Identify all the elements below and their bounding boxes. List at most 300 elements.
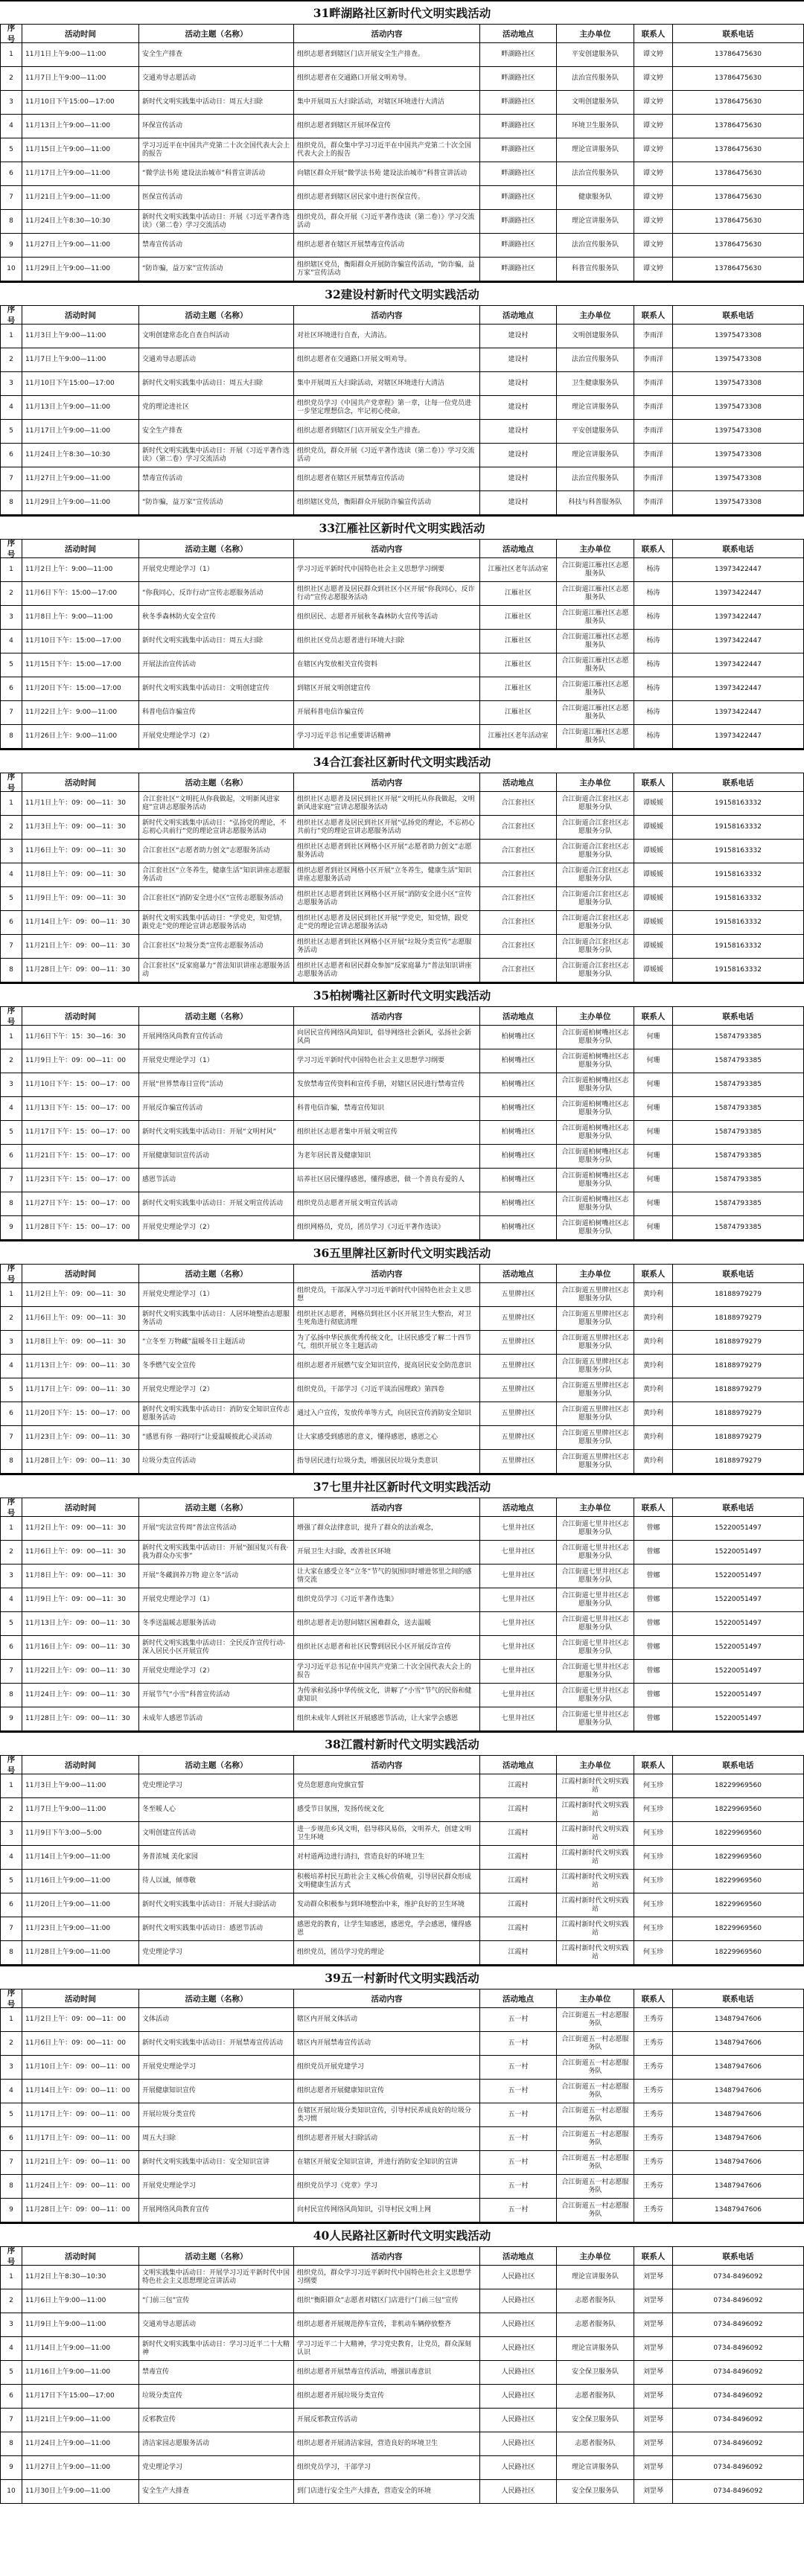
cell-activity-content: 向村民宣传网络风尚知识，引导村民文明上网 <box>294 2199 480 2222</box>
header-activity-content: 活动内容 <box>294 1007 480 1025</box>
cell-contact-person: 谭媛媛 <box>634 792 673 815</box>
cell-activity-theme: 禁毒宣传 <box>139 2361 294 2384</box>
cell-activity-location: 五里牌社区 <box>480 1426 557 1449</box>
cell-row-index: 6 <box>0 677 22 700</box>
cell-contact-person: 王秀芬 <box>634 2103 673 2126</box>
table-row <box>0 1026 804 1049</box>
table-row <box>0 1822 804 1846</box>
cell-row-index: 1 <box>0 558 22 581</box>
table-row <box>0 1145 804 1169</box>
cell-contact-phone: 15874793385 <box>673 1145 804 1168</box>
table-row <box>0 1378 804 1402</box>
cell-row-index: 4 <box>0 863 22 886</box>
header-activity-time: 活动时间 <box>22 25 139 42</box>
header-activity-location: 活动地点 <box>480 1265 557 1282</box>
table-row <box>0 1541 804 1565</box>
cell-activity-content: 学习习近平总书记重要讲话精神 <box>294 725 480 748</box>
cell-contact-phone: 13973422447 <box>673 653 804 677</box>
cell-activity-time: 11月3日上午：09：00—11：30 <box>22 816 139 839</box>
cell-contact-person: 刘罡琴 <box>634 2289 673 2313</box>
section-title: 33江雁社区新时代文明实践活动 <box>0 517 804 540</box>
cell-activity-content: 组织辖区党员，衡阳群众开展防诈骗宣传活动 <box>294 491 480 514</box>
cell-organizer: 法治宣传服务队 <box>557 348 634 371</box>
cell-activity-location: 五里牌社区 <box>480 1307 557 1330</box>
cell-organizer: 合江街道柏树嘴社区志愿服务分队 <box>557 1145 634 1168</box>
table-row <box>0 138 804 162</box>
header-row-index: 序号 <box>0 1007 22 1025</box>
header-activity-theme: 活动主题（名称） <box>139 1989 294 2007</box>
header-activity-time: 活动时间 <box>22 1498 139 1516</box>
header-activity-location: 活动地点 <box>480 1989 557 2007</box>
cell-activity-content: 组织党员，群众开展《习近平著作选读（第二卷）》学习交流活动 <box>294 444 480 467</box>
table-row <box>0 1402 804 1426</box>
table-row <box>0 1774 804 1798</box>
cell-activity-time: 11月21日上午9:00—11:00 <box>22 2409 139 2432</box>
cell-activity-location: 合江套社区 <box>480 863 557 886</box>
table-row <box>0 816 804 840</box>
cell-row-index: 8 <box>0 725 22 748</box>
cell-contact-person: 谭文婷 <box>634 210 673 233</box>
cell-activity-content: 为老年居民普及健康知识 <box>294 1145 480 1168</box>
cell-row-index: 5 <box>0 2361 22 2384</box>
cell-activity-location: 合江套社区 <box>480 887 557 910</box>
cell-activity-content: 辖区内开展禁毒宣传活动 <box>294 2032 480 2055</box>
cell-contact-person: 谭媛媛 <box>634 935 673 958</box>
cell-activity-content: 组织志愿者到辖区门店开展安全生产排查。 <box>294 420 480 443</box>
cell-activity-content: 学习习近平二十大精神，学习党史教育，让党员，群众深刻认识 <box>294 2337 480 2360</box>
cell-row-index: 2 <box>0 1798 22 1821</box>
header-organizer: 主办单位 <box>557 25 634 42</box>
cell-row-index: 3 <box>0 1073 22 1096</box>
cell-activity-theme: 医保宣传活动 <box>139 186 294 209</box>
cell-contact-person: 王秀芬 <box>634 2056 673 2079</box>
cell-activity-content: 学习习近平新时代中国特色社会主义思想学习纲要 <box>294 1049 480 1073</box>
cell-row-index: 5 <box>0 1612 22 1635</box>
cell-activity-time: 11月27日上午9:00—11:00 <box>22 467 139 490</box>
table-row <box>0 2032 804 2056</box>
cell-row-index: 4 <box>0 115 22 138</box>
cell-row-index: 6 <box>0 162 22 185</box>
cell-activity-location: 七里井社区 <box>480 1636 557 1659</box>
cell-contact-person: 刘罡琴 <box>634 2313 673 2336</box>
table-row <box>0 444 804 467</box>
activity-section <box>0 1965 804 2222</box>
cell-organizer: 合江街道五一村志愿服务队 <box>557 2080 634 2103</box>
cell-activity-location: 畔湖路社区 <box>480 91 557 114</box>
cell-activity-content: 组织党员，干部学习《习近平谈治国理政》第四卷 <box>294 1378 480 1402</box>
cell-activity-theme: 开展党史理论学习（2） <box>139 1378 294 1402</box>
cell-activity-time: 11月28日上午：09：00—11：30 <box>22 1707 139 1730</box>
cell-activity-location: 畔湖路社区 <box>480 115 557 138</box>
cell-row-index: 10 <box>0 258 22 281</box>
cell-activity-location: 人民路社区 <box>480 2409 557 2432</box>
cell-contact-phone: 0734-8496092 <box>673 2480 804 2503</box>
section-title: 35柏树嘴社区新时代文明实践活动 <box>0 984 804 1007</box>
header-contact-phone: 联系电话 <box>673 773 804 791</box>
cell-organizer: 合江街道合江套社区志愿服务分队 <box>557 863 634 886</box>
cell-row-index: 5 <box>0 420 22 443</box>
cell-activity-time: 11月27日上午9:00—11:00 <box>22 2456 139 2479</box>
cell-contact-person: 黄玲利 <box>634 1331 673 1354</box>
cell-activity-time: 11月16日上午：09：00—11：30 <box>22 1636 139 1659</box>
header-activity-theme: 活动主题（名称） <box>139 773 294 791</box>
section-title: 34合江套社区新时代文明实践活动 <box>0 750 804 773</box>
table-row <box>0 887 804 911</box>
cell-activity-theme: “门前三包”宣传 <box>139 2289 294 2313</box>
activity-section <box>0 1731 804 1965</box>
cell-organizer: 合江街道五一村志愿服务队 <box>557 2032 634 2055</box>
cell-activity-content: 感受节日氛围，发扬传统文化 <box>294 1798 480 1821</box>
cell-activity-time: 11月29日上午9:00—11:00 <box>22 258 139 281</box>
cell-activity-theme: 新时代文明实践集中活动日：文明创建宣传 <box>139 677 294 700</box>
cell-activity-time: 11月27日上午9:00—11:00 <box>22 234 139 257</box>
table-row <box>0 1192 804 1216</box>
table-row <box>0 1636 804 1660</box>
cell-activity-time: 11月7日上午9:00—11:00 <box>22 1798 139 1821</box>
cell-activity-time: 11月20日下午：15:00—17:00 <box>22 677 139 700</box>
cell-contact-person: 黄玲利 <box>634 1378 673 1402</box>
cell-activity-location: 五一村 <box>480 2103 557 2126</box>
cell-organizer: 合江街道五一村志愿服务队 <box>557 2151 634 2174</box>
cell-activity-content: 组织志愿者开展健康知识宣传 <box>294 2080 480 2103</box>
table-row <box>0 725 804 749</box>
table-row <box>0 606 804 630</box>
table-row <box>0 2409 804 2432</box>
cell-organizer: 合江街道五一村志愿服务队 <box>557 2199 634 2222</box>
table-row <box>0 1517 804 1541</box>
cell-activity-location: 畔湖路社区 <box>480 138 557 162</box>
cell-contact-person: 曾娜 <box>634 1565 673 1588</box>
cell-contact-phone: 18229969560 <box>673 1822 804 1845</box>
cell-organizer: 平安创建服务队 <box>557 420 634 443</box>
cell-activity-content: 辖区内开展文体活动 <box>294 2008 480 2031</box>
cell-activity-content: 组织社区志愿者和居民群众参加“反家庭暴力”普法知识讲座志愿服务活动 <box>294 959 480 982</box>
cell-row-index: 7 <box>0 1169 22 1192</box>
cell-activity-content: 培养社区居民懂得感恩，懂得感恩，做一个善良有爱的人 <box>294 1169 480 1192</box>
cell-activity-location: 畔湖路社区 <box>480 258 557 281</box>
cell-activity-location: 合江套社区 <box>480 792 557 815</box>
cell-activity-theme: 环保宣传活动 <box>139 115 294 138</box>
table-row <box>0 2056 804 2080</box>
cell-row-index: 1 <box>0 792 22 815</box>
cell-row-index: 1 <box>0 325 22 348</box>
cell-activity-theme: 周五大扫除 <box>139 2127 294 2150</box>
cell-contact-phone: 18188979279 <box>673 1331 804 1354</box>
header-activity-content: 活动内容 <box>294 1265 480 1282</box>
table-row <box>0 2289 804 2313</box>
cell-activity-theme: 垃圾分类宣传 <box>139 2385 294 2408</box>
cell-activity-theme: 新时代文明实践集中活动日：感恩节活动 <box>139 1917 294 1940</box>
cell-row-index: 4 <box>0 2337 22 2360</box>
cell-activity-time: 11月24日上午：09：00—11：30 <box>22 1684 139 1707</box>
cell-contact-phone: 0734-8496092 <box>673 2361 804 2384</box>
cell-contact-phone: 15874793385 <box>673 1216 804 1239</box>
cell-activity-time: 11月21日上午：09：00—11：00 <box>22 2151 139 2174</box>
header-contact-phone: 联系电话 <box>673 1265 804 1282</box>
cell-organizer: 合江街道七里井社区志愿服务分队 <box>557 1565 634 1588</box>
cell-activity-theme: 新时代文明实践集中活动日：开展“文明村风” <box>139 1121 294 1144</box>
header-activity-location: 活动地点 <box>480 1007 557 1025</box>
cell-organizer: 平安创建服务队 <box>557 43 634 66</box>
cell-activity-content: 组织党员学习《中国共产党章程》第一章，让每一位党员进一步坚定理想信念，牢记初心使命。 <box>294 396 480 419</box>
cell-row-index: 9 <box>0 1216 22 1239</box>
cell-activity-location: 合江套社区 <box>480 935 557 958</box>
cell-activity-content: 组织志愿者到辖区门店开展安全生产排查。 <box>294 43 480 66</box>
header-activity-time: 活动时间 <box>22 2247 139 2265</box>
cell-row-index: 1 <box>0 1517 22 1540</box>
cell-organizer: 理论宣讲服务队 <box>557 210 634 233</box>
cell-activity-time: 11月10日下午：15:00—17:00 <box>22 630 139 653</box>
cell-activity-time: 11月8日上午：09：00—11：30 <box>22 1565 139 1588</box>
cell-contact-phone: 19158163332 <box>673 863 804 886</box>
cell-activity-time: 11月6日上午9:00—11:00 <box>22 2289 139 2313</box>
cell-organizer: 合江街道五里牌社区志愿服务分队 <box>557 1426 634 1449</box>
cell-contact-phone: 0734-8496092 <box>673 2409 804 2432</box>
header-organizer: 主办单位 <box>557 306 634 324</box>
cell-activity-time: 11月23日下午：15：00—17：00 <box>22 1169 139 1192</box>
cell-activity-content: 学习习近平新时代中国特色社会主义思想学习纲要 <box>294 558 480 581</box>
cell-activity-theme: 开展党史理论学习（1） <box>139 1049 294 1073</box>
cell-activity-time: 11月17日上午9:00—11:00 <box>22 420 139 443</box>
cell-activity-time: 11月13日上午：09：00—11：30 <box>22 1612 139 1635</box>
cell-contact-person: 李雨洋 <box>634 491 673 514</box>
cell-contact-phone: 13973422447 <box>673 630 804 653</box>
cell-row-index: 6 <box>0 1893 22 1917</box>
cell-activity-location: 人民路社区 <box>480 2361 557 2384</box>
table-row <box>0 1870 804 1893</box>
cell-contact-person: 何珊 <box>634 1097 673 1120</box>
table-row <box>0 2361 804 2385</box>
cell-activity-location: 五里牌社区 <box>480 1283 557 1306</box>
table-row <box>0 582 804 606</box>
cell-activity-theme: 新时代文明实践集中活动日：开展“强国复兴有我·我为群众办实事” <box>139 1541 294 1564</box>
cell-contact-person: 王秀芬 <box>634 2080 673 2103</box>
cell-contact-person: 谭文婷 <box>634 67 673 90</box>
cell-contact-phone: 18229969560 <box>673 1798 804 1821</box>
cell-activity-theme: 新时代文明实践集中活动日：学习习近平二十大精神 <box>139 2337 294 2360</box>
cell-contact-phone: 0734-8496092 <box>673 2266 804 2289</box>
cell-contact-phone: 13786475630 <box>673 258 804 281</box>
cell-contact-phone: 13786475630 <box>673 234 804 257</box>
cell-activity-theme: 待人以诚，倾尊敬 <box>139 1870 294 1893</box>
cell-organizer: 志愿者服务队 <box>557 2313 634 2336</box>
cell-contact-person: 王秀芬 <box>634 2127 673 2150</box>
cell-activity-theme: 开展“冬藏润养万物 迎立冬”活动 <box>139 1565 294 1588</box>
cell-activity-location: 人民路社区 <box>480 2313 557 2336</box>
cell-contact-person: 杨涛 <box>634 582 673 605</box>
cell-organizer: 江霞村新时代文明实践站 <box>557 1941 634 1964</box>
cell-activity-content: 集中开展周五大扫除活动，对辖区环境进行大清洁 <box>294 91 480 114</box>
cell-activity-time: 11月2日上午：09：00—11：00 <box>22 2008 139 2031</box>
cell-activity-time: 11月26日上午：9:00—11:00 <box>22 725 139 748</box>
cell-organizer: 合江街道七里井社区志愿服务分队 <box>557 1541 634 1564</box>
cell-organizer: 法治宣传服务队 <box>557 234 634 257</box>
table-row <box>0 911 804 935</box>
cell-activity-content: 组织居民、志愿者开展秋冬森林防火宣传等活动 <box>294 606 480 629</box>
cell-activity-theme: 合江套社区“反家庭暴力”普法知识讲座志愿服务活动 <box>139 959 294 982</box>
cell-organizer: 法治宣传服务队 <box>557 467 634 490</box>
cell-organizer: 安全保卫服务队 <box>557 2361 634 2384</box>
header-contact-person: 联系人 <box>634 540 673 557</box>
cell-activity-content: 进一步规范乡风文明，倡导移风易俗，文明养犬，创建文明卫生环境 <box>294 1822 480 1845</box>
header-contact-phone: 联系电话 <box>673 306 804 324</box>
cell-activity-location: 五里牌社区 <box>480 1331 557 1354</box>
cell-activity-time: 11月28日上午：09：00—11：00 <box>22 2199 139 2222</box>
cell-row-index: 1 <box>0 1026 22 1049</box>
cell-organizer: 合江街道七里井社区志愿服务分队 <box>557 1636 634 1659</box>
cell-contact-person: 何珊 <box>634 1145 673 1168</box>
cell-row-index: 5 <box>0 2103 22 2126</box>
cell-activity-time: 11月15日下午：15:00—17:00 <box>22 653 139 677</box>
cell-activity-content: 积极培养村民互助社会主义核心价值观，引导居民群众形成文明健康生活方式 <box>294 1870 480 1893</box>
cell-contact-person: 何玉珍 <box>634 1774 673 1797</box>
cell-activity-time: 11月8日上午：09：00—11：30 <box>22 1331 139 1354</box>
cell-activity-theme: 垃圾分类宣传活动 <box>139 1450 294 1473</box>
cell-contact-phone: 13973422447 <box>673 582 804 605</box>
cell-activity-content: 集中开展周五大扫除活动，对辖区环境进行大清洁 <box>294 372 480 395</box>
header-contact-phone: 联系电话 <box>673 540 804 557</box>
cell-row-index: 5 <box>0 1121 22 1144</box>
cell-row-index: 6 <box>0 911 22 934</box>
cell-activity-theme: 合江套社区“文明托从你我做起，文明新风进家庭”宣讲志愿服务活动 <box>139 792 294 815</box>
cell-row-index: 3 <box>0 2313 22 2336</box>
cell-row-index: 2 <box>0 816 22 839</box>
cell-activity-time: 11月24日上午9:00—11:00 <box>22 2432 139 2455</box>
cell-activity-theme: 开展党史理论学习（1） <box>139 558 294 581</box>
cell-activity-content: 增强了群众法律意识，提升了群众的法治观念， <box>294 1517 480 1540</box>
cell-organizer: 合江街道江雁社区志愿服务队 <box>557 582 634 605</box>
cell-row-index: 5 <box>0 887 22 910</box>
cell-activity-theme: 文体活动 <box>139 2008 294 2031</box>
cell-activity-location: 人民路社区 <box>480 2289 557 2313</box>
header-activity-time: 活动时间 <box>22 1756 139 1774</box>
cell-contact-person: 刘罡琴 <box>634 2409 673 2432</box>
cell-activity-time: 11月17日上午：09：00—11：00 <box>22 2127 139 2150</box>
cell-organizer: 理论宣讲服务队 <box>557 138 634 162</box>
table-row <box>0 258 804 281</box>
cell-activity-location: 合江套社区 <box>480 816 557 839</box>
cell-activity-time: 11月6日上午：09：00—11：30 <box>22 1307 139 1330</box>
cell-activity-time: 11月27日下午：15：00—17：00 <box>22 1192 139 1215</box>
cell-contact-person: 何玉珍 <box>634 1893 673 1917</box>
cell-activity-location: 畔湖路社区 <box>480 162 557 185</box>
cell-row-index: 4 <box>0 2080 22 2103</box>
cell-organizer: 志愿者服务队 <box>557 2289 634 2313</box>
cell-contact-person: 刘罡琴 <box>634 2456 673 2479</box>
header-organizer: 主办单位 <box>557 1265 634 1282</box>
cell-activity-location: 柏树嘴社区 <box>480 1169 557 1192</box>
cell-activity-content: 开展科普电信诈骗宣传 <box>294 701 480 724</box>
cell-activity-theme: 新时代文明实践集中活动日：开展大扫除活动 <box>139 1893 294 1917</box>
table-row <box>0 2313 804 2337</box>
cell-row-index: 4 <box>0 1355 22 1378</box>
header-activity-time: 活动时间 <box>22 1007 139 1025</box>
table-row <box>0 1426 804 1450</box>
cell-activity-time: 11月2日上午8:30—10:30 <box>22 2266 139 2289</box>
table-row <box>0 1073 804 1097</box>
cell-contact-person: 刘罡琴 <box>634 2385 673 2408</box>
cell-activity-location: 柏树嘴社区 <box>480 1192 557 1215</box>
table-row <box>0 2266 804 2289</box>
cell-activity-time: 11月17日上午：09：00—11：00 <box>22 2103 139 2126</box>
cell-row-index: 8 <box>0 2432 22 2455</box>
cell-organizer: 江霞村新时代文明实践站 <box>557 1774 634 1797</box>
cell-activity-content: 组织党员，群众开展《习近平著作选读（第二卷）》学习交流活动 <box>294 210 480 233</box>
cell-row-index: 8 <box>0 491 22 514</box>
table-header <box>0 1989 804 2008</box>
cell-activity-time: 11月7日上午9:00—11:00 <box>22 67 139 90</box>
cell-activity-time: 11月14日上午9:00—11:00 <box>22 1846 139 1869</box>
cell-activity-theme: 反邪教宣传 <box>139 2409 294 2432</box>
cell-organizer: 合江街道七里井社区志愿服务分队 <box>557 1612 634 1635</box>
cell-contact-person: 谭媛媛 <box>634 959 673 982</box>
header-row-index: 序号 <box>0 1756 22 1774</box>
cell-contact-person: 黄玲利 <box>634 1450 673 1473</box>
cell-contact-phone: 13487947606 <box>673 2008 804 2031</box>
header-activity-time: 活动时间 <box>22 540 139 557</box>
cell-activity-location: 建设村 <box>480 325 557 348</box>
cell-activity-time: 11月21日上午9:00—11:00 <box>22 186 139 209</box>
cell-activity-time: 11月6日上午：09：00—11：30 <box>22 1541 139 1564</box>
cell-organizer: 理论宣讲服务队 <box>557 2337 634 2360</box>
cell-contact-person: 谭媛媛 <box>634 816 673 839</box>
cell-contact-person: 曾娜 <box>634 1684 673 1707</box>
cell-organizer: 合江街道柏树嘴社区志愿服务分队 <box>557 1169 634 1192</box>
cell-activity-time: 11月6日上午：09：00—11：30 <box>22 840 139 863</box>
cell-activity-time: 11月24日上午8:30—10:30 <box>22 444 139 467</box>
header-contact-person: 联系人 <box>634 1989 673 2007</box>
table-row <box>0 630 804 653</box>
activity-section <box>0 0 804 281</box>
table-row <box>0 2103 804 2127</box>
header-activity-content: 活动内容 <box>294 306 480 324</box>
table-row <box>0 115 804 138</box>
cell-activity-location: 江雁社区 <box>480 653 557 677</box>
header-contact-phone: 联系电话 <box>673 1498 804 1516</box>
cell-contact-phone: 0734-8496092 <box>673 2432 804 2455</box>
cell-activity-location: 江雁社区 <box>480 701 557 724</box>
section-title: 32建设村新时代文明实践活动 <box>0 283 804 306</box>
cell-activity-location: 合江套社区 <box>480 959 557 982</box>
cell-contact-person: 谭媛媛 <box>634 887 673 910</box>
cell-row-index: 8 <box>0 1192 22 1215</box>
cell-contact-phone: 13975473308 <box>673 420 804 443</box>
cell-contact-person: 黄玲利 <box>634 1426 673 1449</box>
header-organizer: 主办单位 <box>557 1007 634 1025</box>
cell-contact-person: 谭文婷 <box>634 162 673 185</box>
table-header <box>0 1756 804 1774</box>
cell-activity-time: 11月3日上午9:00—11:00 <box>22 1774 139 1797</box>
cell-contact-person: 何玉珍 <box>634 1822 673 1845</box>
cell-activity-time: 11月2日上午：09：00—11：30 <box>22 1517 139 1540</box>
cell-organizer: 合江街道五里牌社区志愿服务分队 <box>557 1307 634 1330</box>
cell-row-index: 1 <box>0 1774 22 1797</box>
header-organizer: 主办单位 <box>557 1756 634 1774</box>
cell-contact-phone: 13487947606 <box>673 2127 804 2150</box>
cell-contact-phone: 0734-8496092 <box>673 2337 804 2360</box>
section-title: 31畔湖路社区新时代文明实践活动 <box>0 1 804 25</box>
cell-row-index: 3 <box>0 372 22 395</box>
header-activity-theme: 活动主题（名称） <box>139 1007 294 1025</box>
cell-activity-location: 江霞村 <box>480 1774 557 1797</box>
cell-contact-person: 李雨洋 <box>634 396 673 419</box>
cell-activity-content: 组织志愿者到社区网格小区开展“立冬养生，健康生活”知识讲座志愿服务活动 <box>294 863 480 886</box>
cell-row-index: 5 <box>0 1378 22 1402</box>
table-row <box>0 1169 804 1192</box>
cell-row-index: 7 <box>0 1660 22 1683</box>
cell-activity-theme: 合江套社区“立冬养生，健康生活”知识讲座志愿服务活动 <box>139 863 294 886</box>
cell-activity-content: 组织辖区党员，衡阳群众开展防诈骗宣传活动，“防诈骗，益万家”宣传活动 <box>294 258 480 281</box>
